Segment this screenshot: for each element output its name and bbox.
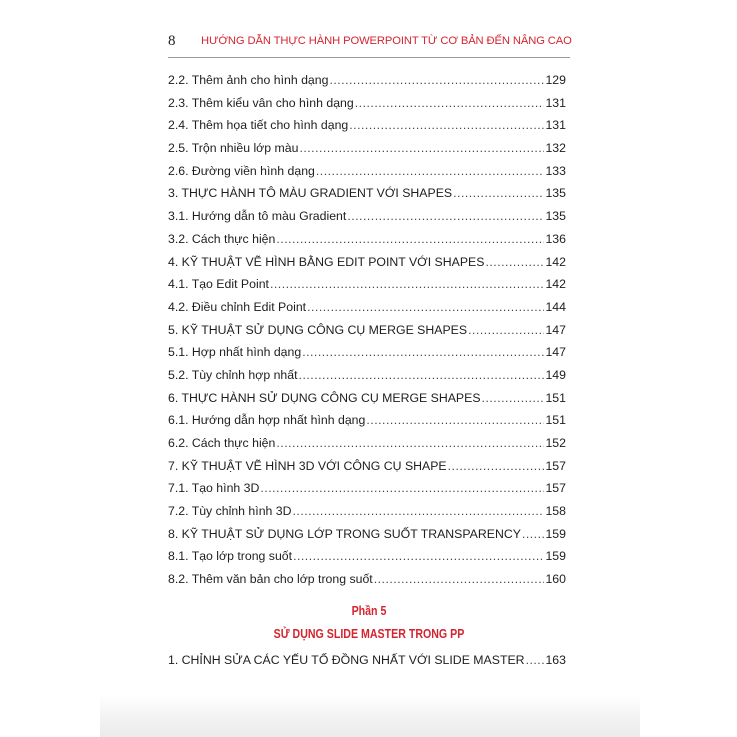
toc-entry [168,92,566,115]
toc-entry-page: 142 [545,277,566,292]
toc-entry [168,296,566,319]
toc-entry-label: 8.1. Tạo lớp trong suốt [168,549,293,564]
toc-entry-label: 7. KỸ THUẬT VẼ HÌNH 3D VỚI CÔNG CỤ SHAPE [168,458,447,473]
toc-entry [168,319,566,342]
toc-entry [168,137,566,160]
toc-dot-leader [293,500,545,523]
toc-entry [168,341,566,364]
toc-entry [168,251,566,274]
toc-dot-leader [270,273,545,296]
toc-dot-leader [349,114,544,137]
page-number: 8 [168,33,176,49]
toc-dot-leader [307,296,544,319]
toc-entry-label: 1. CHỈNH SỬA CÁC YẾU TỐ ĐỒNG NHẤT VỚI SLIDE MASTER [168,653,525,667]
toc-dot-leader [482,387,545,410]
toc-entry [168,182,566,205]
toc-entry-page: 136 [545,231,566,246]
toc-entry [168,228,566,251]
toc-entry-page: 131 [545,118,566,133]
running-title: HƯỚNG DẪN THỰC HÀNH POWERPOINT TỪ CƠ BẢN ĐẾN NÂNG CAO [201,35,572,47]
toc-entry-page: 157 [545,481,566,496]
toc-entry-label: 4.2. Điều chỉnh Edit Point [168,299,307,314]
toc-dot-leader [374,568,545,591]
toc-entry [168,432,566,455]
toc-entry-page: 157 [545,458,566,473]
toc-entry [168,545,566,568]
toc-entry-label: 5.2. Tùy chỉnh hợp nhất [168,367,298,382]
toc-entry-page: 132 [545,141,566,156]
toc-entry-label: 8. KỸ THUẬT SỬ DỤNG LỚP TRONG SUỐT TRANSPARENCY [168,526,521,541]
toc-dot-leader [299,137,544,160]
toc-dot-leader [316,160,545,183]
part-label: Phần 5 [351,604,387,618]
toc-entry-page: 131 [545,95,566,110]
header-rule [168,57,570,58]
toc-entry-label: 8.2. Thêm văn bản cho lớp trong suốt [168,572,373,587]
toc-entry [168,160,566,183]
toc-entry-page: 147 [545,345,566,360]
page-header [168,33,570,55]
page-bottom-shadow [100,695,640,737]
part-title: SỬ DỤNG SLIDE MASTER TRONG PP [273,627,465,641]
toc-entry-label: 6. THỰC HÀNH SỬ DỤNG CÔNG CỤ MERGE SHAPES [168,390,481,405]
toc-entry-label: 5.1. Hợp nhất hình dạng [168,345,302,360]
toc-entry-page: 147 [545,322,566,337]
toc-dot-leader [329,69,544,92]
toc-entry-page: 160 [545,572,566,587]
toc-entry [168,568,566,591]
toc-entry-page: 159 [545,526,566,541]
toc-entry-label: 3.2. Cách thực hiện [168,231,276,246]
toc-entry-label: 4.1. Tạo Edit Point [168,277,269,292]
toc-entry-page: 159 [545,549,566,564]
toc-dot-leader [485,251,544,274]
toc-entry-label: 3.1. Hướng dẫn tô màu Gradient [168,209,347,224]
toc-entry-label: 3. THỰC HÀNH TÔ MÀU GRADIENT VỚI SHAPES [168,186,453,201]
toc-entry-page: 152 [545,436,566,450]
toc-entry-page: 144 [545,299,566,314]
toc-dot-leader [448,455,545,478]
toc-entry-label: 6.2. Cách thực hiện [168,436,276,450]
toc-entry [168,69,566,92]
toc-dot-leader [347,205,544,228]
toc-entry [168,500,566,523]
toc-dot-leader [260,477,544,500]
toc-entry-page: 129 [545,73,566,87]
toc-dot-leader [366,409,544,432]
toc-entry-label: 7.2. Tùy chỉnh hình 3D [168,504,292,519]
toc-entry [168,387,566,410]
toc-entry-label: 5. KỸ THUẬT SỬ DỤNG CÔNG CỤ MERGE SHAPES [168,322,468,337]
toc-entry-label: 2.6. Đường viền hình dạng [168,163,315,178]
toc-entry [168,409,566,432]
toc-entry [168,273,566,296]
toc-dot-leader [468,319,544,342]
toc-entry [168,114,566,137]
toc-dot-leader [276,228,544,251]
toc-entry-label: 4. KỸ THUẬT VẼ HÌNH BẰNG EDIT POINT VỚI SHAPES [168,254,485,269]
toc-entry [168,649,566,672]
toc-entry [168,523,566,546]
toc-dot-leader [293,545,544,568]
toc-entry-label: 2.3. Thêm kiểu vân cho hình dạng [168,95,354,110]
toc-entry [168,455,566,478]
toc-entry-label: 2.2. Thêm ảnh cho hình dạng [168,73,329,87]
part-table-of-contents [168,649,566,672]
toc-dot-leader [299,364,545,387]
toc-entry-page: 158 [545,504,566,519]
toc-entry-page: 149 [545,367,566,382]
toc-entry-label: 7.1. Tạo hình 3D [168,481,260,496]
toc-dot-leader [453,182,544,205]
table-of-contents [168,69,566,591]
toc-dot-leader [522,523,545,546]
toc-entry-page: 151 [545,413,566,428]
toc-entry-page: 135 [545,186,566,201]
toc-entry-page: 151 [545,390,566,405]
toc-entry [168,205,566,228]
toc-dot-leader [355,92,545,115]
toc-entry-page: 133 [545,163,566,178]
toc-entry [168,364,566,387]
toc-entry-page: 135 [545,209,566,224]
toc-entry-label: 2.4. Thêm họa tiết cho hình dạng [168,118,349,133]
toc-dot-leader [526,649,545,672]
toc-entry-page: 163 [545,653,566,667]
toc-entry-label: 6.1. Hướng dẫn hợp nhất hình dạng [168,413,366,428]
toc-dot-leader [302,341,544,364]
toc-dot-leader [276,432,544,455]
toc-entry-label: 2.5. Trộn nhiều lớp màu [168,141,299,156]
toc-entry-page: 142 [545,254,566,269]
toc-entry [168,477,566,500]
